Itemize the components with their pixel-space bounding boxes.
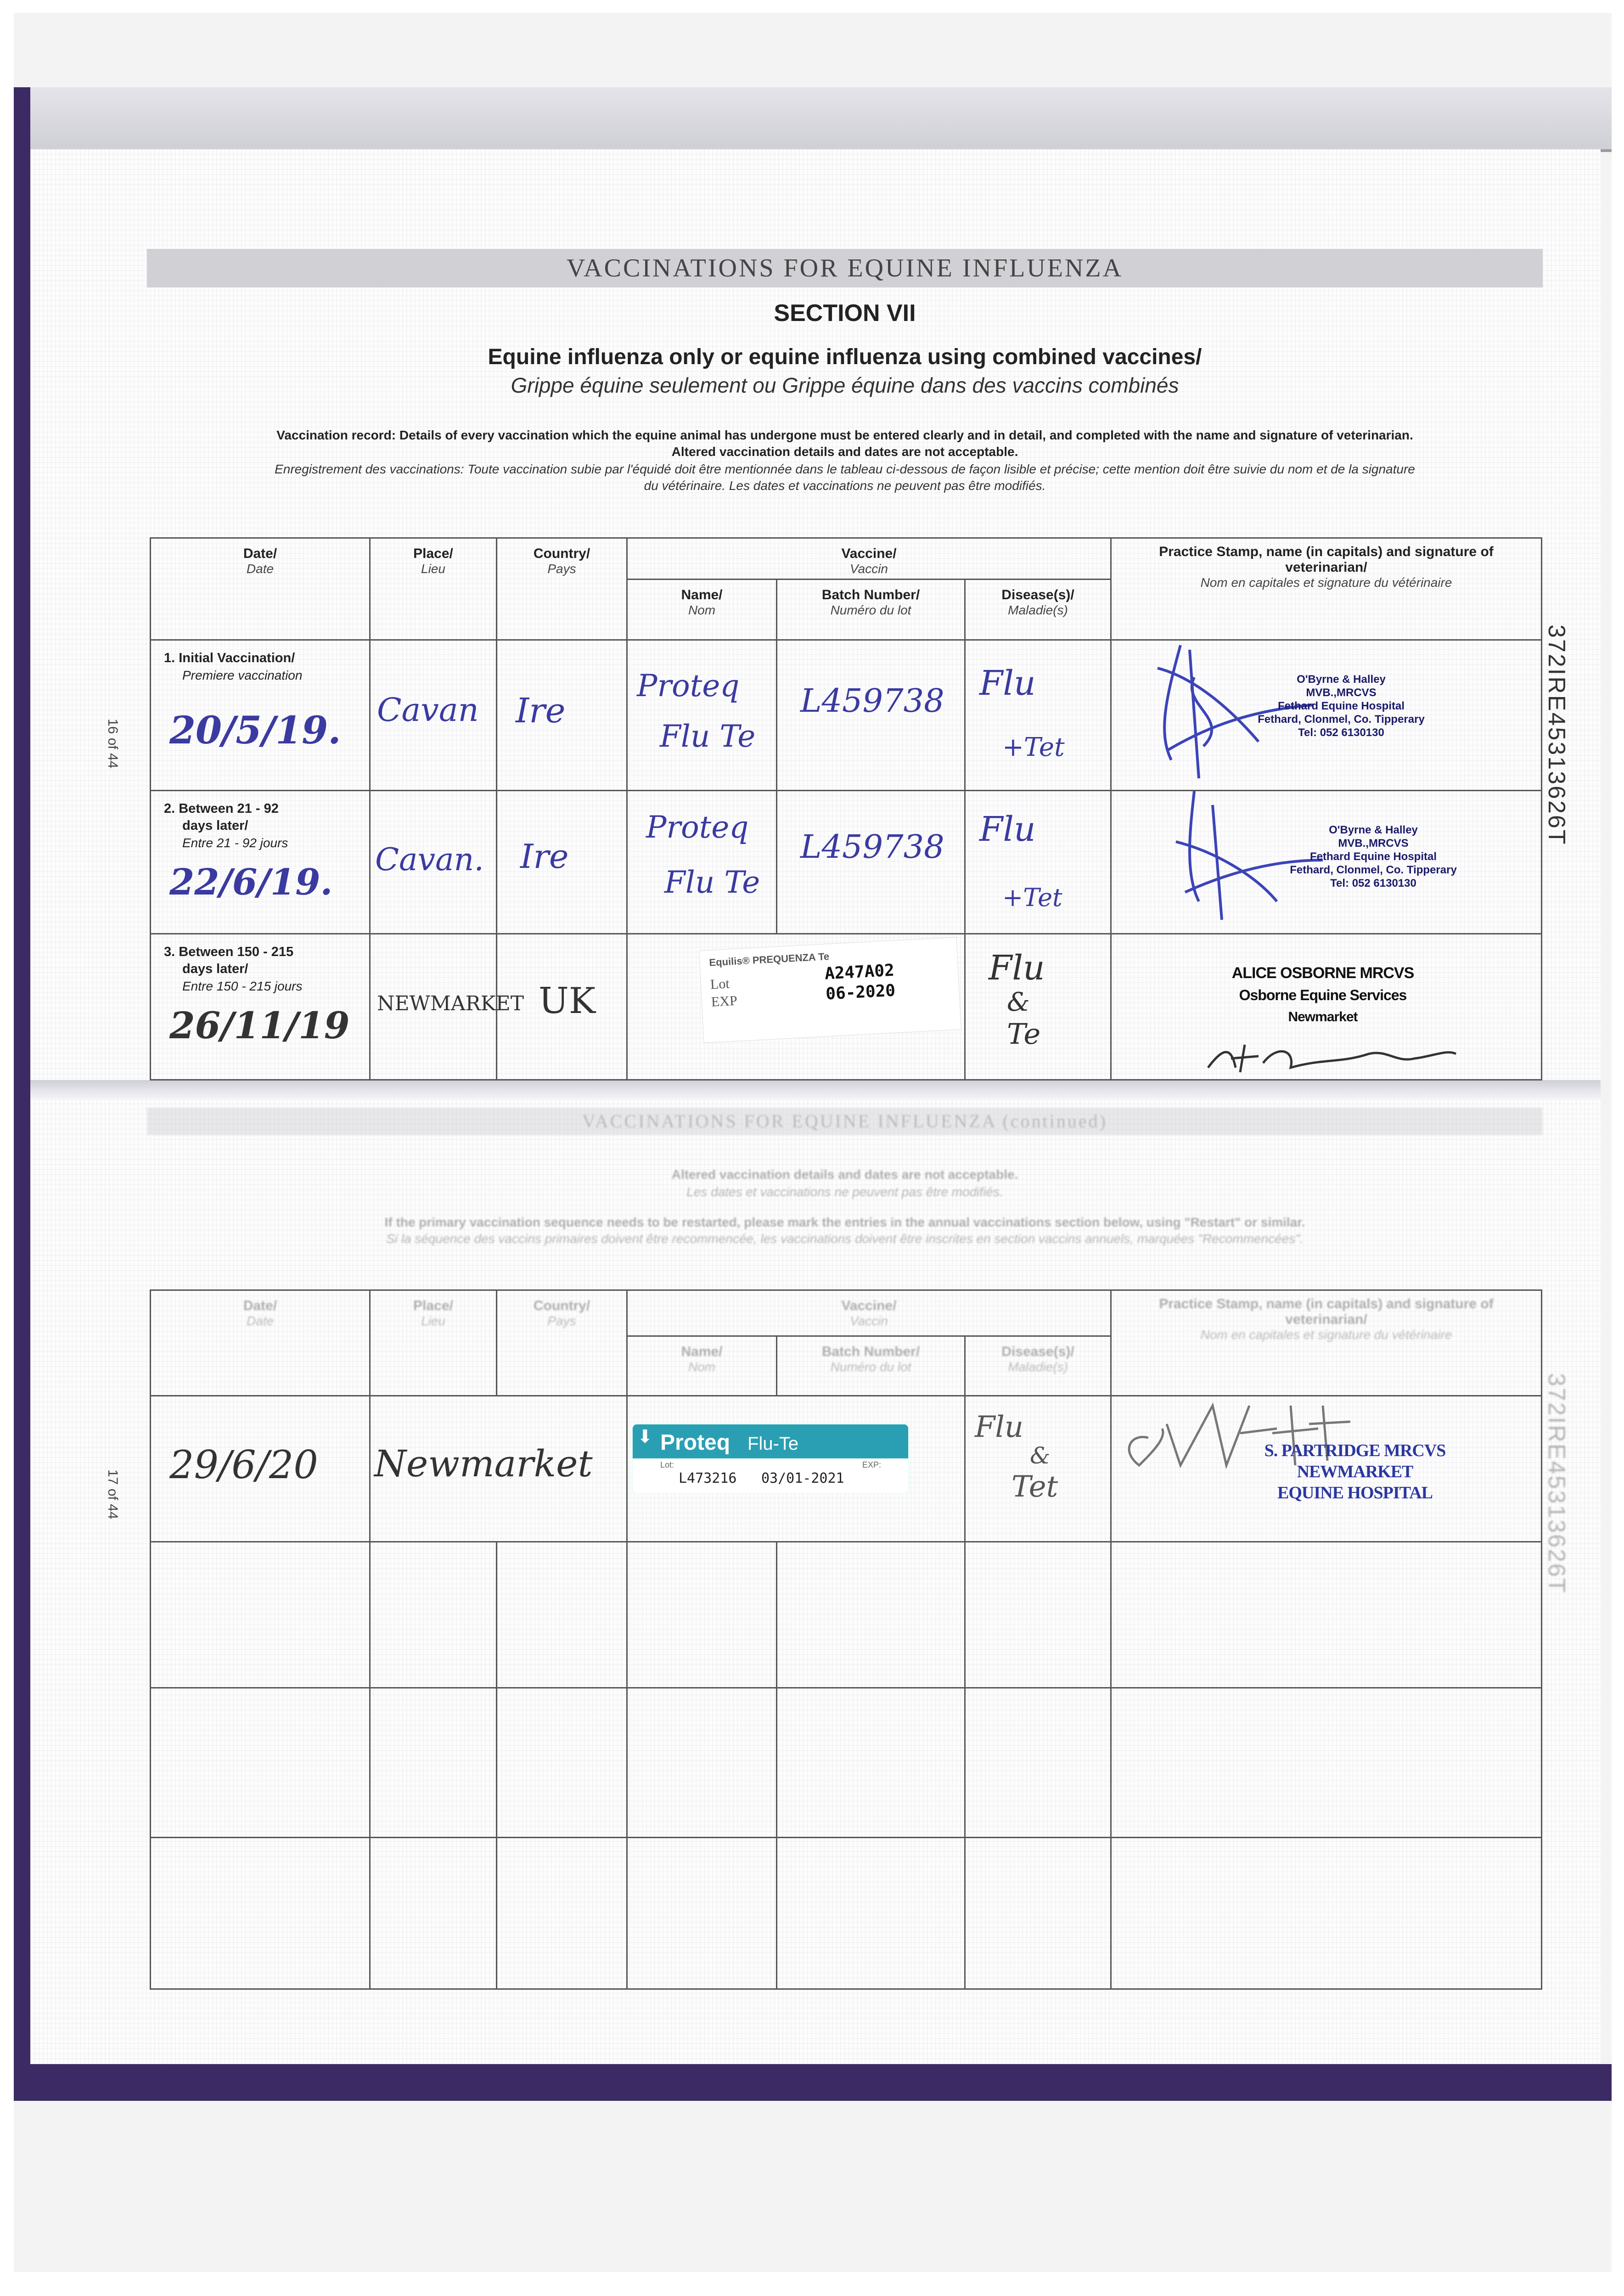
empty-cell <box>965 1688 1111 1838</box>
handwritten-disease-3: Te <box>1007 1017 1041 1051</box>
section-title: SECTION VII <box>774 300 916 326</box>
row-country-cell <box>497 640 627 791</box>
page2-notes-en <box>152 1166 1538 1183</box>
row-place-cell <box>370 934 524 1080</box>
handwritten-batch: L459738 <box>800 828 944 866</box>
instructions-fr <box>152 461 1538 494</box>
page2-restart-note-en: If the primary vaccination sequence needs to be restarted, please mark the entries in the annual vaccinations section below, using "Restart" or similar. <box>384 1215 1305 1229</box>
empty-cell <box>1111 1688 1542 1838</box>
empty-cell <box>627 1688 777 1838</box>
passport-id-page17: 372IRE45313626T <box>1543 1373 1570 1594</box>
row-disease-cell <box>965 791 1111 934</box>
sticker-brand: Proteq <box>660 1430 731 1455</box>
sticker-lot-number: L473216 <box>679 1470 737 1486</box>
page2-note-1: Altered vaccination details and dates are not acceptable. <box>671 1167 1018 1182</box>
header-batch: Batch Number/ Numéro du lot <box>777 1336 965 1396</box>
page2-note-2: Les dates et vaccinations ne peuvent pas être modifiés. <box>686 1185 1003 1199</box>
practice-stamp: S. PARTRIDGE MRCVS NEWMARKET EQUINE HOSPITAL <box>1264 1441 1446 1503</box>
row-name-cell <box>627 640 777 791</box>
row-disease-cell <box>965 1396 1111 1542</box>
header-disease: Disease(s)/ Maladie(s) <box>965 1336 1111 1396</box>
row-date-cell: 2. Between 21 - 92 days later/ Entre 21 - 92 jours 22/6/19. <box>151 791 370 934</box>
row-name-cell <box>627 791 777 934</box>
row-batch-cell <box>777 640 965 791</box>
table-row <box>151 640 1542 791</box>
empty-cell <box>497 1542 627 1688</box>
empty-cell <box>497 1838 627 1989</box>
handwritten-country: UK <box>539 980 596 1022</box>
instructions-en-line-1: Vaccination record: Details of every vaccination which the equine animal has undergone must be entered clearly and in detail, and completed with the name and signature of veterinarian. <box>276 428 1413 442</box>
table-row <box>151 791 1542 934</box>
vaccine-sticker <box>632 1424 909 1494</box>
header-place: Place/ Lieu <box>370 1290 497 1396</box>
vaccine-sticker <box>699 937 961 1043</box>
sticker-lot-label: Lot: <box>660 1460 674 1469</box>
handwritten-date: 22/6/19. <box>169 861 333 903</box>
empty-cell <box>627 1838 777 1989</box>
empty-cell <box>497 1688 627 1838</box>
handwritten-date: 26/11/19 <box>169 1004 350 1047</box>
row-disease-cell <box>965 934 1111 1080</box>
handwritten-disease-1: Flu <box>979 810 1036 849</box>
sticker-product: Flu-Te <box>747 1434 799 1454</box>
instructions-fr-line-1: Enregistrement des vaccinations: Toute vaccination subie par l'équidé doit être mentionnée dans le tableau ci-dessous de façon lisible et précise; cette mention doit être suivie du nom et de la signature <box>275 462 1415 476</box>
empty-cell <box>370 1542 497 1688</box>
sticker-exp-date: 03/01-2021 <box>761 1470 844 1486</box>
handwritten-name-2: Flu Te <box>660 719 756 754</box>
instructions-en <box>152 427 1538 460</box>
header-vaccine: Vaccine/ Vaccin <box>627 538 1111 580</box>
handwritten-disease-1: Flu <box>989 948 1045 988</box>
table-row <box>151 1542 1542 1688</box>
row-disease-cell <box>965 640 1111 791</box>
handwritten-place: Cavan <box>377 691 479 729</box>
page-number-17: 17 of 44 <box>105 1469 120 1519</box>
empty-cell <box>370 1688 497 1838</box>
passport-cover-top <box>14 87 1612 152</box>
empty-cell <box>151 1688 370 1838</box>
sticker-header <box>633 1424 908 1458</box>
handwritten-disease-2: +Tet <box>1002 732 1065 762</box>
header-date: Date/ Date <box>151 538 370 640</box>
passport-cover-left <box>14 87 30 2101</box>
table-row <box>151 1838 1542 1989</box>
sticker-lot-label: Lot <box>710 976 730 992</box>
sticker-exp-label: EXP: <box>862 1460 882 1469</box>
table-row <box>151 934 1542 1080</box>
empty-cell <box>151 1838 370 1989</box>
empty-cell <box>965 1838 1111 1989</box>
header-stamp: Practice Stamp, name (in capitals) and signature of veterinarian/ Nom en capitales et signature du vétérinaire <box>1111 538 1542 640</box>
section-band: VACCINATIONS FOR EQUINE INFLUENZA <box>147 249 1543 287</box>
handwritten-country: Ire <box>520 837 569 876</box>
handwritten-disease-2: & <box>1007 987 1030 1017</box>
practice-stamp: O'Byrne & Halley MVB.,MRCVS Fethard Equine Hospital Fethard, Clonmel, Co. Tipperary Tel: 052 6130130 <box>1290 824 1457 889</box>
row-country-cell <box>497 791 627 934</box>
empty-cell <box>1111 1542 1542 1688</box>
header-vaccine: Vaccine/ Vaccin <box>627 1290 1111 1336</box>
page2-restart-note-fr: Si la séquence des vaccins primaires doivent être recommencée, les vaccinations doivent être inscrites en section vaccins annuels, marquées "Recommencées". <box>386 1232 1304 1246</box>
handwritten-place: Cavan. <box>375 842 484 878</box>
page-number-16: 16 of 44 <box>105 719 120 769</box>
handwritten-place: Newmarket <box>374 1442 593 1485</box>
handwritten-name-2: Flu Te <box>664 865 760 900</box>
row-sticker-cell <box>627 1396 965 1542</box>
table-row <box>151 1688 1542 1838</box>
vaccination-table-page17 <box>150 1289 1542 1990</box>
vaccination-table-page16 <box>150 537 1542 1080</box>
practice-stamp: ALICE OSBORNE MRCVS Osborne Equine Services Newmarket <box>1231 964 1414 1024</box>
sticker-exp-label: EXP <box>711 993 738 1010</box>
header-batch: Batch Number/ Numéro du lot <box>777 580 965 640</box>
row-sticker-cell <box>627 934 965 1080</box>
header-date: Date/ Date <box>151 1290 370 1396</box>
handwritten-date: 20/5/19. <box>169 709 341 753</box>
empty-cell <box>627 1542 777 1688</box>
handwritten-date: 29/6/20 <box>169 1442 318 1487</box>
passport-cover-bottom <box>14 2064 1612 2101</box>
header-name: Name/ Nom <box>627 580 777 640</box>
empty-cell <box>1111 1838 1542 1989</box>
row-place-cell <box>370 640 497 791</box>
row-date-cell <box>151 1396 370 1542</box>
header-stamp: Practice Stamp, name (in capitals) and signature of veterinarian/ Nom en capitales et signature du vétérinaire <box>1111 1290 1542 1396</box>
header-name: Name/ Nom <box>627 1336 777 1396</box>
subtitle-fr: Grippe équine seulement ou Grippe équine dans des vaccins combinés <box>511 373 1179 397</box>
page2-notes-fr <box>152 1184 1538 1200</box>
drop-icon: ⬇ <box>637 1427 653 1447</box>
instructions-en-line-2: Altered vaccination details and dates are not acceptable. <box>671 445 1018 459</box>
row-date-cell: 1. Initial Vaccination/ Premiere vaccination 20/5/19. <box>151 640 370 791</box>
instructions-fr-line-2: du vétérinaire. Les dates et vaccinations ne peuvent pas être modifiés. <box>644 478 1046 493</box>
header-country: Country/ Pays <box>497 538 627 640</box>
row-place-country-cell <box>370 1396 627 1542</box>
section-band-continued: VACCINATIONS FOR EQUINE INFLUENZA (continued) <box>147 1108 1543 1135</box>
practice-stamp: O'Byrne & Halley MVB.,MRCVS Fethard Equine Hospital Fethard, Clonmel, Co. Tipperary Tel: 052 6130130 <box>1258 673 1425 739</box>
handwritten-disease-1: Flu <box>979 664 1036 703</box>
row-stamp-cell <box>1111 640 1542 791</box>
handwritten-disease-2: +Tet <box>1002 883 1062 912</box>
empty-cell <box>777 1838 965 1989</box>
row-stamp-cell <box>1111 934 1542 1080</box>
passport-id-page16: 372IRE45313626T <box>1543 625 1570 846</box>
empty-cell <box>151 1542 370 1688</box>
row-stamp-cell <box>1111 791 1542 934</box>
empty-cell <box>777 1542 965 1688</box>
table-row <box>151 1396 1542 1542</box>
handwritten-name-1: Proteq <box>646 810 749 845</box>
sticker-lot-number: A247A02 <box>824 961 895 984</box>
handwritten-place: NEWMARKET <box>377 992 524 1015</box>
empty-cell <box>370 1838 497 1989</box>
row-country-cell <box>497 934 627 1080</box>
page-fold <box>30 1080 1601 1100</box>
row-batch-cell <box>777 791 965 934</box>
handwritten-batch: L459738 <box>800 682 944 720</box>
handwritten-disease-2: & <box>1030 1442 1051 1469</box>
row-stamp-cell <box>1111 1396 1542 1542</box>
header-disease: Disease(s)/ Maladie(s) <box>965 580 1111 640</box>
sticker-product-name: Equilis® PREQUENZA Te <box>708 951 830 968</box>
veterinarian-signature <box>1203 1031 1461 1077</box>
row-place-cell <box>370 791 497 934</box>
subtitle-en: Equine influenza only or equine influenza using combined vaccines/ <box>488 345 1202 369</box>
header-country: Country/ Pays <box>497 1290 627 1396</box>
handwritten-country: Ire <box>516 691 566 731</box>
empty-cell <box>965 1542 1111 1688</box>
handwritten-disease-1: Flu <box>975 1410 1024 1444</box>
handwritten-name-1: Proteq <box>637 668 740 703</box>
row-date-cell: 3. Between 150 - 215 days later/ Entre 150 - 215 jours 26/11/19 <box>151 934 370 1080</box>
header-place: Place/ Lieu <box>370 538 497 640</box>
empty-cell <box>777 1688 965 1838</box>
sticker-exp-date: 06-2020 <box>825 981 896 1004</box>
handwritten-disease-3: Tet <box>1011 1470 1058 1504</box>
